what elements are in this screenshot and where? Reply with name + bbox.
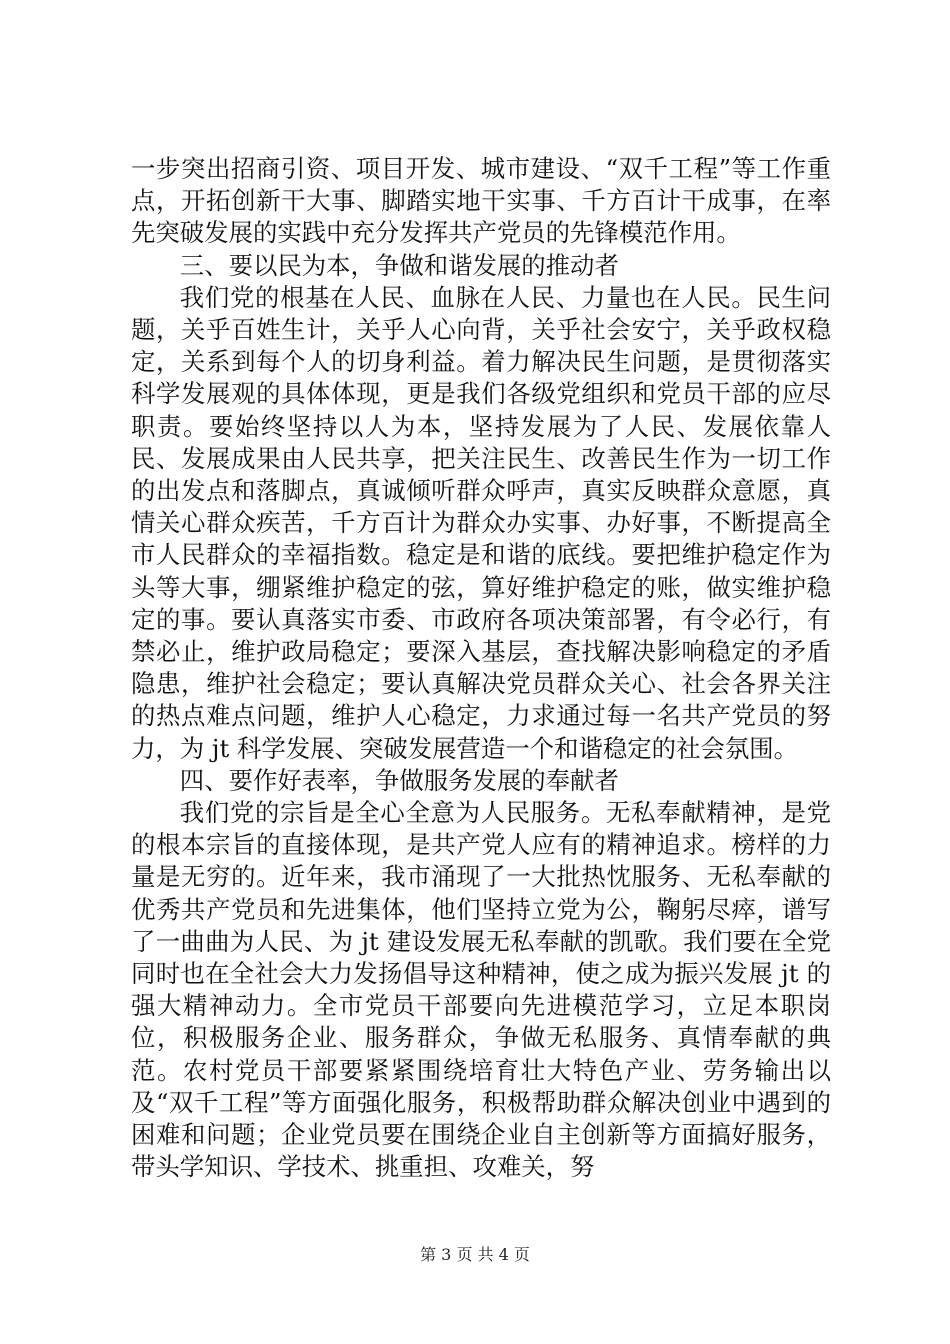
section-heading-three: 三、要以民为本，争做和谐发展的推动者 [179,250,619,280]
paragraph-dedication: 我们党的宗旨是全心全意为人民服务。无私奉献精神，是党的根本宗旨的直接体现，是共产党人应有的精神追求。榜样的力量是无穷的。近年来，我市涌现了一大批热忱服务、无私奉献的优秀共产党员和先进集体，他们坚持立党为公，鞠躬尽瘁，谱写了一曲曲为人民、为 jt 建设发展无私奉献的凯歌。我们要在全党同时也在全社会大力发扬倡导这种精神，使之成为振兴发展 jt 的强大精神动力。全市党员干部要向先进模范学习，立足本职岗位，积极服务企业、服务群众，争做无私服务、真情奉献的典范。农村党员干部要紧紧围绕培育壮大特色产业、劳务输出以及“双千工程”等方面强化服务，积极帮助群众解决创业中遇到的困难和问题；企业党员要在围绕企业自主创新等方面搞好服务，带头学知识、学技术、挑重担、攻难关，努 [131,798,831,1182]
paragraph-livelihood: 我们党的根基在人民、血脉在人民、力量也在人民。民生问题，关乎百姓生计，关乎人心向背，关乎社会安宁，关乎政权稳定，关系到每个人的切身利益。着力解决民生问题，是贯彻落实科学发展观的具体体现，更是我们各级党组织和党员干部的应尽职责。要始终坚持以人为本，坚持发展为了人民、发展依靠人民、发展成果由人民共享，把关注民生、改善民生作为一切工作的出发点和落脚点，真诚倾听群众呼声，真实反映群众意愿，真情关心群众疾苦，千方百计为群众办实事、办好事，不断提高全市人民群众的幸福指数。稳定是和谐的底线。要把维护稳定作为头等大事，绷紧维护稳定的弦，算好维护稳定的账，做实维护稳定的事。要认真落实市委、市政府各项决策部署，有令必行，有禁必止，维护政局稳定；要深入基层，查找解决影响稳定的矛盾隐患，维护社会稳定；要认真解决党员群众关心、社会各界关注的热点难点问题，维护人心稳定，力求通过每一名共产党员的努力，为 jt 科学发展、突破发展营造一个和谐稳定的社会氛围。 [131,282,831,763]
section-heading-four: 四、要作好表率，争做服务发展的奉献者 [179,765,619,795]
page-number-footer: 第 3 页 共 4 页 [420,1245,530,1264]
document-body [131,153,831,1184]
paragraph-continuation: 一步突出招商引资、项目开发、城市建设、“双千工程”等工作重点，开拓创新干大事、脚踏实地干实事、千方百计干成事，在率先突破发展的实践中充分发挥共产党员的先锋模范作用。 [131,154,831,248]
